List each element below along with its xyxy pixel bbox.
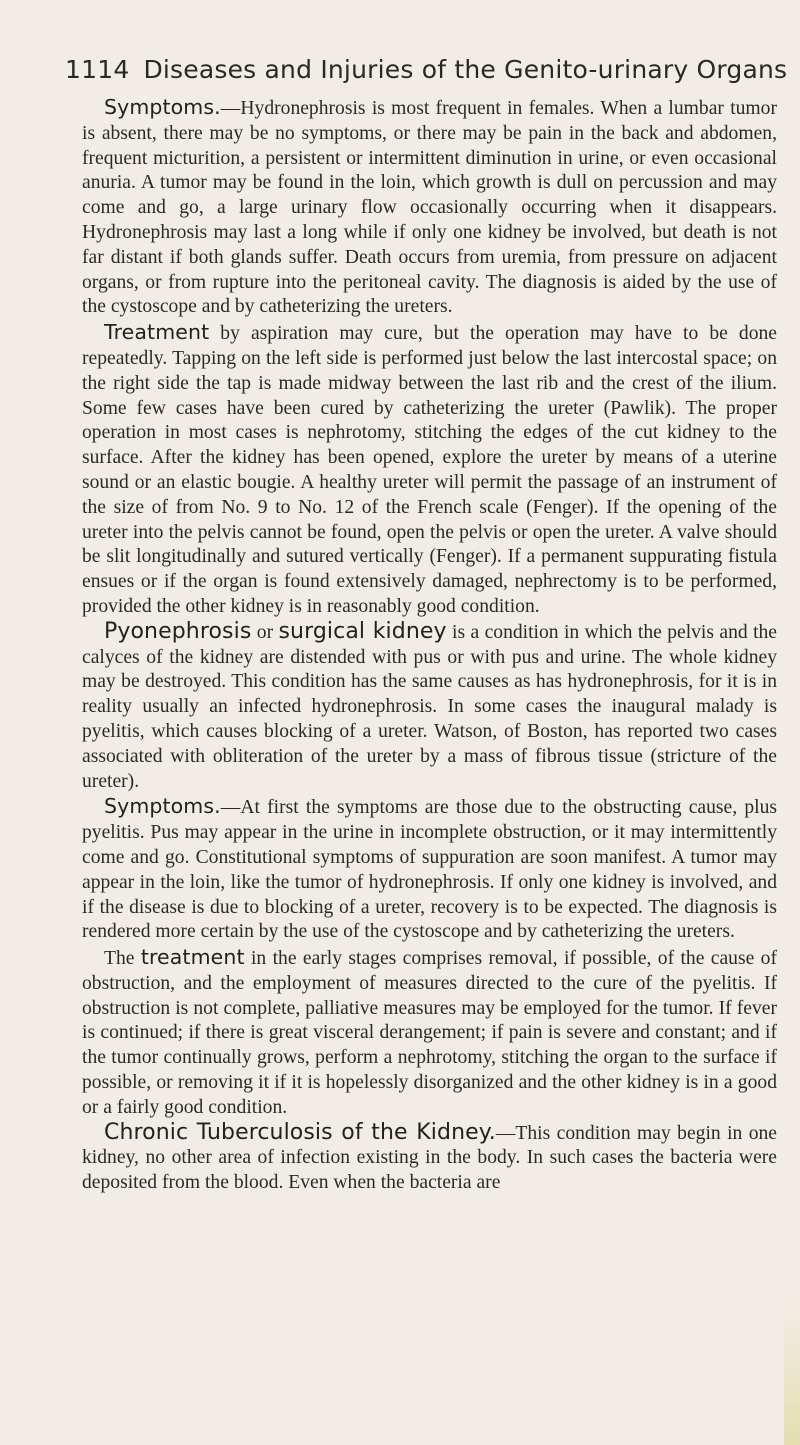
paragraph-pyonephrosis-symptoms [82, 794, 777, 945]
paragraph-prefix: The [104, 948, 141, 970]
paragraph-connector: or [251, 621, 279, 643]
paragraph-pyonephrosis-treatment [82, 945, 777, 1121]
paragraph-text: by aspiration may cure, but the operation may have to be done repeatedly. Tapping on the left side is performed just below the last intercostal space; on the right side the tap is made midway between the last rib and the crest of the ilium. Some few cases have been cured by catheterizing the ureter (Pawlik). The proper operation in most cases is nephrotomy, stitching the edges of the cut kidney to the surface. After the kidney has been opened, explore the ureter by means of a uterine sound or an elastic bougie. A healthy ureter will permit the passage of an instrument of the size of from No. 9 to No. 12 of the French scale (Fenger). If the opening of the ureter into the pelvis cannot be found, open the pelvis or open the ureter. A valve should be slit longitudinally and sutured vertically (Fenger). If a permanent suppurating fistula ensues or if the organ is found extensively damaged, nephrectomy is to be performed, provided the other kidney is in reasonably good condition. [82, 323, 777, 617]
paragraph-hydronephrosis-treatment [82, 320, 777, 620]
paragraph-hydronephrosis-symptoms [82, 95, 777, 320]
section-lead-treatment: Treatment [104, 320, 210, 345]
section-lead-pyonephrosis: Pyonephrosis [104, 618, 252, 644]
running-head [65, 55, 788, 84]
paragraph-text: in the early stages comprises removal, if possible, of the cause of obstruction, and the employment of measures directed to the cure of the pyelitis. If obstruction is not complete, palliative measures may be employed for the tumor. If fever is continued; if there is great visceral derangement; if pain is severe and constant; and if the tumor continually grows, perform a nephrotomy, stitching the organ to the surface if possible, or removing it if it is hopelessly disorganized and the other kidney is in a good or a fairly good condition. [82, 948, 777, 1118]
paragraph-pyonephrosis [82, 620, 777, 795]
book-page [65, 55, 788, 1196]
paragraph-text: is a condition in which the pelvis and the calyces of the kidney are distended with pus or with pus and urine. The whole kidney may be destroyed. This condition has the same causes as has hydronephrosis, for it is in reality usually an infected hydronephrosis. In some cases the inaugural malady is pyelitis, which causes blocking of a ureter. Watson, of Boston, has reported two cases associated with obliteration of the ureter by a mass of fibrous tissue (stricture of the ureter). [82, 621, 778, 792]
paragraph-text: —This condition may begin in one kidney, no other area of infection existing in the body. In such cases the bacteria were deposited from the blood. Even when the bacteria are [82, 1122, 777, 1194]
page-edge-discoloration [784, 1300, 800, 1445]
section-lead-chronic-tuberculosis: Chronic Tuberculosis of the Kidney. [104, 1119, 496, 1145]
running-title: Diseases and Injuries of the Genito-urinary Organs [143, 55, 788, 84]
section-lead-symptoms: Symptoms. [104, 794, 221, 819]
paragraph-text: —At first the symptoms are those due to the obstructing cause, plus pyelitis. Pus may appear in the urine in incomplete obstruction, or it may intermittently come and go. Constitutional symptoms of suppuration are soon manifest. A tumor may appear in the loin, like the tumor of hydronephrosis. If only one kidney is involved, and if the disease is due to blocking of a ureter, recovery is to be expected. The diagnosis is rendered more certain by the use of the cystoscope and by catheterizing the ureters. [82, 797, 777, 943]
page-number: 1114 [65, 55, 130, 84]
section-lead-surgical-kidney: surgical kidney [278, 618, 447, 644]
section-lead-treatment: treatment [140, 945, 245, 970]
paragraph-chronic-tuberculosis [82, 1121, 777, 1196]
section-lead-symptoms: Symptoms. [104, 95, 221, 119]
paragraph-text: —Hydronephrosis is most frequent in females. When a lumbar tumor is absent, there may be no symptoms, or there may be pain in the back and abdomen, frequent micturition, a persistent or intermittent diminution in urine, or even occasional anuria. A tumor may be found in the loin, which growth is dull on percussion and may come and go, a large urinary flow occasionally occurring when it disappears. Hydronephrosis may last a long while if only one kidney be involved, but death is not far distant if both glands suffer. Death occurs from uremia, from pressure on adjacent organs, or from rupture into the peritoneal cavity. The diagnosis is aided by the use of the cystoscope and by catheterizing the ureters. [82, 98, 777, 318]
